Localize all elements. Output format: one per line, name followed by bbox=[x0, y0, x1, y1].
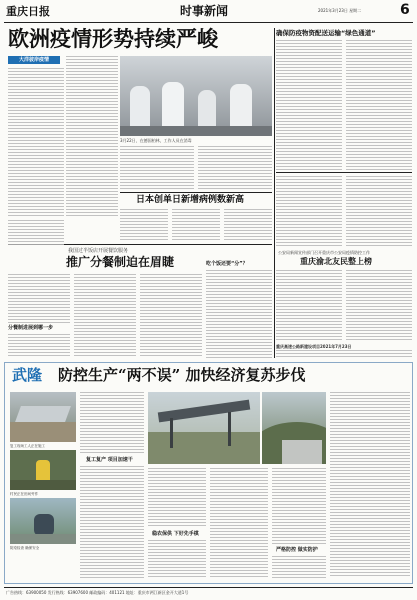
europe-kicker: 大洋彼岸疫情 bbox=[8, 56, 60, 64]
wulong-col-4b bbox=[272, 556, 326, 578]
japan-headline: 日本创单日新增病例数新高 bbox=[136, 195, 245, 205]
wulong-photo-1 bbox=[10, 392, 76, 442]
wulong-col-4 bbox=[272, 468, 326, 544]
meal-col-2 bbox=[74, 274, 136, 358]
wulong-subhead-2: 稳农保供 下好先手棋 bbox=[152, 531, 199, 537]
right-col-notes-2 bbox=[276, 176, 342, 246]
banner-strip: 重庆高速公路新建设项目2021年7月23日 bbox=[276, 344, 352, 349]
meal-col-4 bbox=[206, 270, 272, 358]
green-channel-col-2 bbox=[346, 40, 412, 170]
wulong-col-3 bbox=[210, 468, 268, 578]
wulong-subhead-3: 严格防控 做实防护 bbox=[276, 547, 318, 553]
wulong-col-1 bbox=[80, 392, 144, 454]
wulong-caption-1: 复工现场工人正在施工 bbox=[10, 444, 45, 448]
europe-col-1 bbox=[8, 68, 64, 218]
wulong-main-photo bbox=[148, 392, 260, 464]
wulong-caption-2: 村民正在田间劳作 bbox=[10, 492, 38, 496]
meal-kicker: 我国过半饭店开展餐饮服务 bbox=[68, 248, 129, 254]
footer-contacts: 广告热线：63900050 发行热线：63907600 邮政编码：401121 地址：重庆市两江新区金开大道1号 bbox=[6, 590, 189, 595]
banner-strip-text bbox=[276, 350, 412, 358]
japan-col-3 bbox=[224, 209, 272, 241]
europe-col-2 bbox=[66, 56, 118, 218]
wulong-photo-3 bbox=[10, 498, 76, 544]
meal-col-1b bbox=[8, 334, 70, 358]
side-right-col-2 bbox=[346, 270, 412, 340]
europe-photo bbox=[120, 56, 272, 136]
masthead-date: 2021年3月23日 星期二 bbox=[318, 8, 362, 13]
meal-subhead-2: 吃个饭还要“分”？ bbox=[206, 261, 248, 267]
green-channel-headline: 确保防疫物资配送运输“绿色通道” bbox=[276, 29, 376, 37]
wulong-headline: 防控生产“两不误” 加快经济复苏步伐 bbox=[58, 366, 306, 384]
side-right-headline: 重庆渝北友民整上榜 bbox=[300, 257, 372, 266]
page-number: 6 bbox=[400, 2, 410, 18]
wulong-mountain-photo bbox=[262, 392, 326, 464]
wulong-subhead-1: 复工复产 项目加速干 bbox=[86, 457, 133, 463]
section-title: 时事新闻 bbox=[180, 4, 229, 18]
masthead-rule bbox=[4, 22, 413, 23]
masthead bbox=[0, 0, 417, 26]
meal-headline: 推广分餐制迫在眉睫 bbox=[66, 255, 175, 269]
right-col-notes bbox=[346, 176, 412, 246]
side-right-kicker: 公安局新闻宣传部门召开重庆市公安局疫情防控工作 bbox=[278, 250, 370, 255]
wulong-col-2 bbox=[148, 468, 206, 528]
wulong-col-1b bbox=[80, 466, 144, 578]
japan-col-1 bbox=[120, 209, 168, 241]
green-channel-col-1 bbox=[276, 40, 342, 170]
wulong-col-2b bbox=[148, 540, 206, 578]
europe-col-4 bbox=[198, 146, 272, 190]
wulong-col-5 bbox=[330, 392, 410, 578]
side-right-col-1 bbox=[276, 270, 342, 340]
meal-col-1 bbox=[8, 274, 70, 324]
wulong-photo-2 bbox=[10, 450, 76, 490]
wulong-place: 武隆 bbox=[12, 366, 43, 384]
paper-name: 重庆日报 bbox=[6, 5, 50, 18]
europe-photo-caption: 3月22日，在德国柏林，工作人员在消毒 bbox=[120, 138, 192, 143]
europe-col-3 bbox=[120, 146, 194, 190]
japan-col-2 bbox=[172, 209, 220, 241]
meal-subhead-1: 分餐制进展到哪一步 bbox=[8, 325, 54, 331]
europe-headline: 欧洲疫情形势持续严峻 bbox=[8, 26, 218, 51]
europe-col-1b bbox=[8, 220, 64, 246]
wulong-caption-3: 防疫检查 确保安全 bbox=[10, 546, 40, 550]
meal-col-3 bbox=[140, 274, 202, 358]
